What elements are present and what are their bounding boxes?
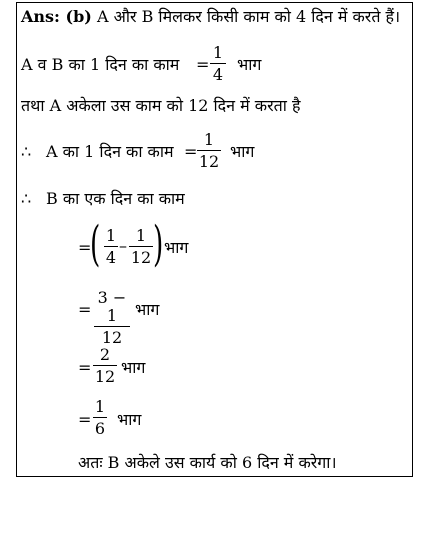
left-paren: ( [90,216,101,272]
equals-sign: = [78,410,92,429]
statement-text: A और B मिलकर किसी काम को 4 दिन में करते हैं। [96,7,401,26]
fraction-denominator: 12 [130,248,152,267]
bhag-text: भाग [117,410,142,429]
fraction-bar [197,150,221,151]
b-one-day-text: B का एक दिन का काम [46,189,185,208]
fraction-denominator: 12 [198,152,220,171]
answer-label: Ans: (b) [21,7,92,26]
a-one-day-text: A का 1 दिन का काम [46,142,174,161]
fraction-denominator: 6 [94,419,106,438]
combined-work-text: A व B का 1 दिन का काम [21,55,180,74]
fraction-denominator: 4 [105,248,117,267]
a-alone-text: तथा A अकेला उस काम को 12 दिन में करता है [21,96,301,115]
bhag-text: भाग [164,238,189,257]
fraction-numerator: 1 [94,397,106,416]
equals-sign: = [196,55,210,74]
right-paren: ) [153,216,164,272]
fraction-numerator: 1 [135,226,147,245]
fraction-denominator: 4 [212,65,224,84]
fraction-numerator: 2 [99,345,111,364]
equals-sign: = [78,358,92,377]
minus-sign: – [119,236,127,255]
fraction-bar [210,63,226,64]
therefore-symbol: ∴ [21,189,32,208]
equals-sign: = [78,300,92,319]
fraction-1-4 [104,227,118,267]
fraction-numerator: 1 [105,226,117,245]
fraction-numerator: 3 − 1 [97,288,127,325]
bhag-text: भाग [135,300,160,319]
conclusion-text: अतः B अकेले उस कार्य को 6 दिन में करेगा। [78,453,337,472]
equals-sign: = [184,142,198,161]
bhag-text: भाग [237,55,262,74]
fraction-1-12 [129,227,153,267]
fraction-numerator: 1 [212,43,224,62]
fraction-3minus1-12 [94,289,130,347]
equals-sign: = [78,238,92,257]
fraction-1-6 [93,398,107,438]
fraction-numerator: 1 [203,130,215,149]
bhag-text: भाग [121,358,146,377]
fraction-bar [93,417,107,418]
fraction-1-12 [197,131,221,171]
fraction-denominator: 12 [101,328,123,347]
fraction-denominator: 12 [94,367,116,386]
fraction-bar [93,365,117,366]
bhag-text: भाग [230,142,255,161]
fraction-bar [104,246,118,247]
therefore-symbol: ∴ [21,142,32,161]
fraction-bar [129,246,153,247]
fraction-2-12 [93,346,117,386]
statement-line [21,7,400,27]
fraction-1-4 [210,44,226,84]
fraction-bar [94,326,130,327]
